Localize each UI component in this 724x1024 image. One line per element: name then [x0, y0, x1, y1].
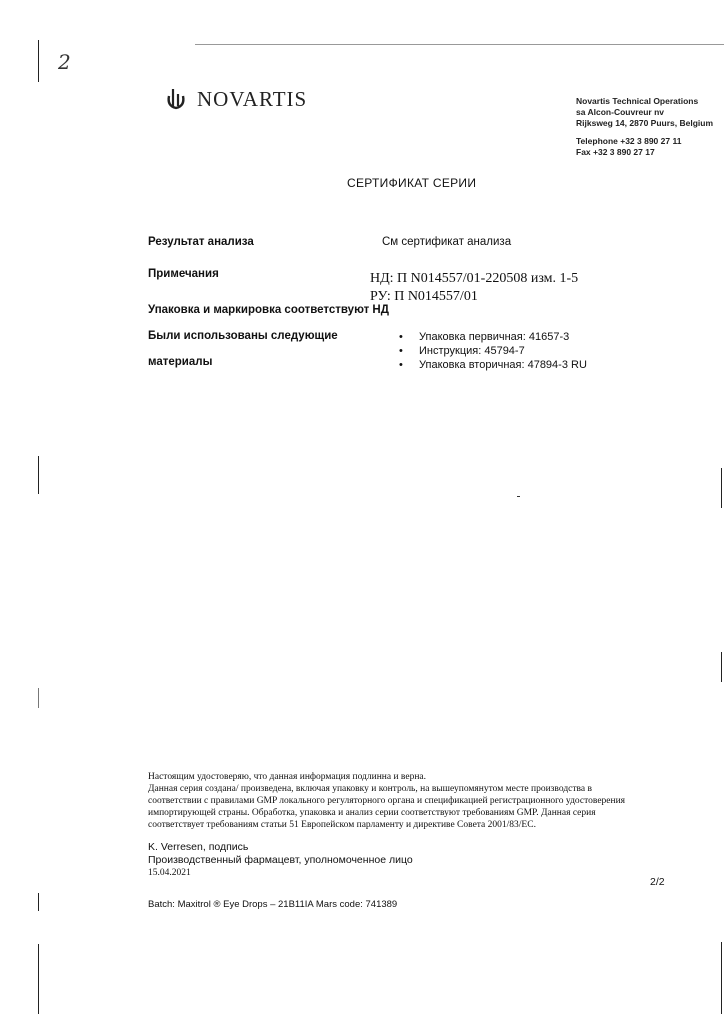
- packaging-label: Упаковка и маркировка соответствуют НД: [148, 304, 389, 316]
- analysis-label: Результат анализа: [148, 236, 254, 248]
- scan-line-right-3: [721, 942, 722, 1014]
- scan-line-left-3: [38, 688, 39, 708]
- certification-text: [148, 771, 668, 831]
- scan-line-left-1: [38, 40, 39, 82]
- scan-line-left-5: [38, 944, 39, 1014]
- notes-label: Примечания: [148, 268, 219, 280]
- certification-line: соответствии с правилами GMP локального регуляторного органа и спецификацией регистрационного удостоверения: [148, 796, 626, 806]
- signatory-name: K. Verresen, подпись: [148, 841, 249, 853]
- company-address-block: [576, 96, 713, 158]
- analysis-value: См сертификат анализа: [382, 236, 512, 248]
- company-logo: [165, 86, 307, 112]
- company-entity: sa Alcon-Couvreur nv: [576, 107, 665, 117]
- scan-line-top: [195, 44, 724, 45]
- scan-line-left-4: [38, 893, 39, 911]
- novartis-symbol-icon: [165, 86, 187, 112]
- certification-line: импортирующей страны. Обработка, упаковка и анализ серии соответствуют требованиям GMP. Данная серия: [148, 808, 596, 818]
- certification-line: Данная серия создана/ произведена, включая упаковку и контроль, на вышеупомянутом месте производства в: [148, 784, 592, 794]
- materials-label: Были использованы следующие: [148, 330, 338, 342]
- page-number: 2/2: [650, 876, 665, 888]
- batch-info: Batch: Maxitrol ® Eye Drops – 21B11IA Mars code: 741389: [148, 899, 398, 910]
- list-item: • Упаковка первичная: 41657-3: [399, 330, 587, 344]
- notes-value-ru: РУ: П N014557/01: [370, 289, 478, 304]
- company-fax: Fax +32 3 890 27 17: [576, 147, 655, 157]
- scan-line-right-2: [721, 652, 722, 682]
- certification-line: Настоящим удостоверяю, что данная информация подлинна и верна.: [148, 772, 426, 782]
- scan-line-right-1: [721, 468, 722, 508]
- document-title: СЕРТИФИКАТ СЕРИИ: [347, 176, 477, 190]
- materials-label-continued: материалы: [148, 356, 213, 368]
- company-telephone: Telephone +32 3 890 27 11: [576, 136, 682, 146]
- signature-block: [148, 841, 413, 879]
- notes-value: [370, 270, 578, 306]
- materials-list: [399, 330, 587, 372]
- signature-date: 15.04.2021: [148, 868, 191, 878]
- company-address: Rijksweg 14, 2870 Puurs, Belgium: [576, 118, 714, 128]
- handwritten-mark: 2: [58, 50, 71, 74]
- list-item: • Инструкция: 45794-7: [399, 344, 587, 358]
- certification-line: соответствует требованиям статьи 51 Европейском парламенту и директиве Совета 2001/83/ЕС.: [148, 820, 536, 830]
- list-item: • Упаковка вторичная: 47894-3 RU: [399, 358, 587, 372]
- signatory-role: Производственный фармацевт, уполномоченное лицо: [148, 854, 413, 866]
- scan-line-left-2: [38, 456, 39, 494]
- notes-value-nd: НД: П N014557/01-220508 изм. 1-5: [370, 271, 579, 286]
- company-name: Novartis Technical Operations: [576, 96, 699, 106]
- logo-wordmark: NOVARTIS: [197, 86, 308, 111]
- scan-speck: [517, 496, 520, 497]
